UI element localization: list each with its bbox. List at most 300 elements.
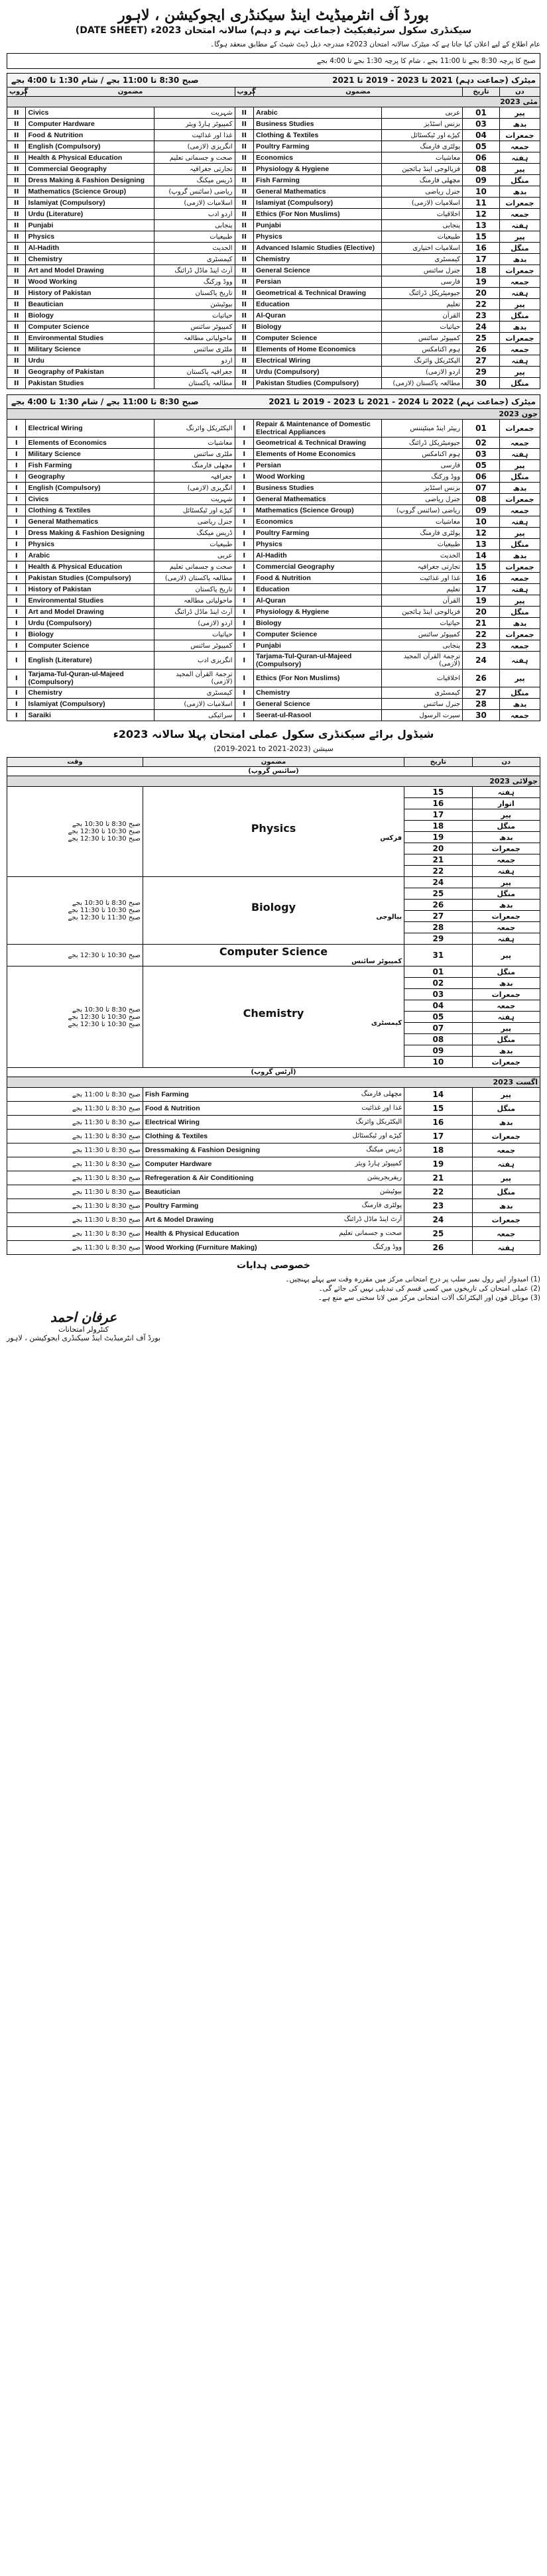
day-cell: بدھ <box>499 483 540 494</box>
date-cell: 07 <box>404 1023 472 1034</box>
table-row <box>7 629 540 640</box>
date-cell: 27 <box>404 911 472 922</box>
group-cell: I <box>7 471 26 483</box>
date-cell: 01 <box>463 107 500 119</box>
subject-en: Art and Model Drawing <box>26 607 154 618</box>
subject-en: Physics <box>26 539 154 550</box>
day-cell: منگل <box>472 1185 540 1199</box>
practical-table <box>7 757 540 1255</box>
table-row <box>7 107 540 119</box>
group-cell: II <box>235 322 253 333</box>
group-cell: II <box>7 299 26 310</box>
table-row <box>7 877 540 888</box>
day-cell: جمعرات <box>499 198 540 209</box>
subject-ur: صحت و جسمانی تعلیم <box>339 1230 402 1237</box>
time-cell: صبح 8:30 تا 11:30 بجے <box>7 1157 143 1171</box>
subject-ur: حیاتیات <box>154 629 235 640</box>
day-cell: ہفتہ <box>499 516 540 528</box>
part2-table <box>7 87 540 389</box>
day-cell: جمعہ <box>472 1000 540 1012</box>
date-cell: 25 <box>463 333 500 344</box>
subject-en: Economics <box>253 152 381 164</box>
part1-heading-right: میٹرک (جماعت نہم) 2022 تا 2024 - 2021 تا 2023 - 2019 تا 2021 <box>269 397 536 406</box>
day-cell: پیر <box>472 945 540 966</box>
subject-ur: کمپیوٹر ہارڈ ویئر <box>154 119 235 130</box>
date-cell: 26 <box>463 344 500 355</box>
subject-ur: اردو ادب <box>154 209 235 220</box>
subject-ur: کیمسٹری <box>154 687 235 699</box>
subject-ur: بیالوجی <box>376 913 402 921</box>
date-cell: 03 <box>463 119 500 130</box>
table-row <box>7 130 540 141</box>
subject-ur: مطالعہ پاکستان (لازمی) <box>154 573 235 584</box>
subject-en: Repair & Maintenance of Domestic Electrical Appliances <box>253 420 381 438</box>
subject-ur: کمپیوٹر ہارڈ ویئر <box>355 1160 402 1167</box>
group-cell: II <box>235 243 253 254</box>
group-cell: II <box>235 310 253 322</box>
day-cell: بدھ <box>472 1116 540 1130</box>
subject-cell <box>143 1227 404 1241</box>
science-group-label: (سائنس گروپ) <box>7 767 540 776</box>
date-cell: 30 <box>463 378 500 389</box>
date-sheet-page <box>7 7 540 2563</box>
group-cell: II <box>7 141 26 152</box>
subject-cell <box>143 1199 404 1213</box>
subject-cell <box>143 1157 404 1171</box>
subject-ur: عربی <box>154 550 235 561</box>
subject-en: Chemistry <box>253 687 381 699</box>
arts-body <box>7 1088 540 1255</box>
subject-ur: جیومیٹریکل ڈرائنگ <box>382 288 463 299</box>
date-cell: 27 <box>463 355 500 367</box>
group-cell: I <box>235 640 253 652</box>
date-cell: 08 <box>463 494 500 505</box>
group-cell: II <box>7 276 26 288</box>
group-cell: II <box>7 288 26 299</box>
date-cell: 15 <box>404 787 472 798</box>
part2-heading-left: صبح 8:30 تا 11:00 بجے / شام 1:30 تا 4:00 بجے <box>11 76 199 85</box>
practical-heading: شیڈول برائے سیکنڈری سکول عملی امتحان پہلا سالانہ 2023ء <box>113 728 434 740</box>
day-cell: جمعرات <box>472 843 540 854</box>
subject-ur: فزیالوجی اینڈ ہائجین <box>382 164 463 175</box>
subject-ur: طبیعیات <box>382 231 463 243</box>
subject-en: Commercial Geography <box>253 561 381 573</box>
group-cell: I <box>7 699 26 710</box>
date-cell: 27 <box>463 687 500 699</box>
group-cell: I <box>7 595 26 607</box>
subject-en: Health & Physical Education <box>26 561 154 573</box>
date-cell: 15 <box>463 561 500 573</box>
subject-en: General Mathematics <box>253 494 381 505</box>
subject-en: Ethics (For Non Muslims) <box>253 670 381 687</box>
part2-header-row <box>7 88 540 97</box>
date-cell: 07 <box>463 483 500 494</box>
day-cell: جمعہ <box>499 344 540 355</box>
table-row <box>7 1171 540 1185</box>
group-cell: I <box>7 460 26 471</box>
date-cell: 12 <box>463 209 500 220</box>
group-cell: II <box>235 141 253 152</box>
subject-ur: پنجابی <box>382 220 463 231</box>
table-row <box>7 1227 540 1241</box>
group-cell: I <box>7 687 26 699</box>
table-row <box>7 1157 540 1171</box>
group-cell: I <box>235 516 253 528</box>
subject-ur: انگریزی ادب <box>154 652 235 670</box>
date-cell: 18 <box>463 265 500 276</box>
group-cell: II <box>7 130 26 141</box>
date-cell: 23 <box>404 1199 472 1213</box>
time-cell: صبح 8:30 تا 11:30 بجے <box>7 1241 143 1255</box>
subject-en: Biology <box>26 629 154 640</box>
group-cell: II <box>7 164 26 175</box>
subject-cell <box>143 1102 404 1116</box>
date-cell: 02 <box>463 438 500 449</box>
time-cell: صبح 8:30 تا 11:30 بجے <box>7 1185 143 1199</box>
subject-en: Arabic <box>253 107 381 119</box>
day-cell: جمعہ <box>499 640 540 652</box>
subject-en: Physics <box>251 821 296 835</box>
table-row <box>7 344 540 355</box>
table-row <box>7 966 540 978</box>
subject-ur: کمپیوٹر سائنس <box>154 640 235 652</box>
day-cell: پیر <box>499 460 540 471</box>
subject-ur: الیکٹریکل وائرنگ <box>382 355 463 367</box>
subject-en: Al-Quran <box>253 310 381 322</box>
table-row <box>7 1130 540 1143</box>
date-cell: 02 <box>404 978 472 989</box>
table-row <box>7 1116 540 1130</box>
day-cell: جمعہ <box>499 209 540 220</box>
subject-en: Health & Physical Education <box>26 152 154 164</box>
date-cell: 16 <box>404 1116 472 1130</box>
day-cell: جمعہ <box>499 573 540 584</box>
table-row <box>7 528 540 539</box>
table-row <box>7 584 540 595</box>
subject-cell <box>143 1116 404 1130</box>
subject-en: Ethics (For Non Muslims) <box>253 209 381 220</box>
day-cell: منگل <box>499 539 540 550</box>
day-cell: منگل <box>499 378 540 389</box>
subject-en: Art and Model Drawing <box>26 265 154 276</box>
day-cell: پیر <box>472 1171 540 1185</box>
subject-ur: تعلیم <box>382 299 463 310</box>
subject-ur: جنرل سائنس <box>382 699 463 710</box>
subject-ur: کمپیوٹر سائنس <box>351 958 402 965</box>
date-cell: 14 <box>404 1088 472 1102</box>
subject-en: Biology <box>251 900 296 913</box>
day-cell: منگل <box>472 821 540 832</box>
date-cell: 18 <box>404 821 472 832</box>
day-cell: پیر <box>499 670 540 687</box>
day-cell: جمعرات <box>499 561 540 573</box>
subject-ur: آرٹ اینڈ ماڈل ڈرائنگ <box>154 265 235 276</box>
signature-title: کنٹرولر امتحانات <box>58 1325 109 1334</box>
part2-heading-right: میٹرک (جماعت دہم) 2021 تا 2023 - 2019 تا 2021 <box>332 76 536 85</box>
group-cell: I <box>7 640 26 652</box>
day-cell: پیر <box>499 231 540 243</box>
subject-en: Physics <box>26 231 154 243</box>
time-cell: صبح 8:30 تا 11:30 بجے <box>7 1227 143 1241</box>
date-cell: 29 <box>404 933 472 945</box>
subject-en: General Science <box>253 265 381 276</box>
subject-en: Biology <box>253 618 381 629</box>
group-cell: I <box>235 670 253 687</box>
month-label: اگست 2023 <box>7 1077 540 1088</box>
subject-cell <box>143 1130 404 1143</box>
subject-ur: الحدیث <box>382 550 463 561</box>
date-cell: 26 <box>404 1241 472 1255</box>
day-cell: منگل <box>499 607 540 618</box>
time-line: صبح 10:30 تا 12:30 بجے <box>68 1013 141 1021</box>
table-row <box>7 1199 540 1213</box>
group-cell: II <box>7 198 26 209</box>
date-cell: 30 <box>463 710 500 721</box>
subject-ur: ڈریس میکنگ <box>154 528 235 539</box>
date-cell: 15 <box>404 1102 472 1116</box>
group-cell: II <box>235 231 253 243</box>
day-cell: بدھ <box>472 978 540 989</box>
subject-en: Computer Science <box>26 322 154 333</box>
day-cell: منگل <box>472 1102 540 1116</box>
group-cell: I <box>7 618 26 629</box>
group-cell: I <box>235 438 253 449</box>
instructions-heading: خصوصی ہدایات <box>237 1260 310 1271</box>
day-cell: بدھ <box>472 1045 540 1057</box>
subject-ur: صحت و جسمانی تعلیم <box>154 152 235 164</box>
group-cell: I <box>7 652 26 670</box>
subject-ur: معاشیات <box>382 516 463 528</box>
subject-en: Dress Making & Fashion Designing <box>26 175 154 186</box>
subject-en: Tarjama-Tul-Quran-ul-Majeed (Compulsory) <box>253 652 381 670</box>
date-cell: 03 <box>404 989 472 1000</box>
subject-ur: بزنس اسٹڈیز <box>382 483 463 494</box>
subject-ur: بیوٹیشن <box>379 1188 402 1195</box>
group-cell: II <box>235 333 253 344</box>
subject-ur: انگریزی (لازمی) <box>154 141 235 152</box>
part1-heading-left: صبح 8:30 تا 11:00 بجے / شام 1:30 تا 4:00 بجے <box>11 397 199 406</box>
group-cell: II <box>235 198 253 209</box>
subject-ur: عربی <box>382 107 463 119</box>
subject-ur: ڈریس میکنگ <box>366 1146 402 1153</box>
time-cell: صبح 8:30 تا 11:30 بجے <box>7 1102 143 1116</box>
subject-ur: طبیعیات <box>154 231 235 243</box>
table-row <box>7 1213 540 1227</box>
group-cell: II <box>235 152 253 164</box>
subject-ur: آرٹ اینڈ ماڈل ڈرائنگ <box>154 607 235 618</box>
date-cell: 09 <box>463 505 500 516</box>
day-cell: جمعرات <box>499 333 540 344</box>
subject-en: Punjabi <box>26 220 154 231</box>
date-cell: 21 <box>404 854 472 866</box>
subject-ur: بزنس اسٹڈیز <box>382 119 463 130</box>
subject-en: General Mathematics <box>26 516 154 528</box>
subject-ur: کمپیوٹر سائنس <box>154 322 235 333</box>
date-cell: 20 <box>463 288 500 299</box>
subject-ur: جنرل ریاضی <box>382 494 463 505</box>
subject-ur: ریاضی (سائنس گروپ) <box>154 186 235 198</box>
subject-ur: الحدیث <box>154 243 235 254</box>
subject-en: English (Literature) <box>26 652 154 670</box>
subject-en: Urdu (Compulsory) <box>26 618 154 629</box>
date-cell: 05 <box>463 141 500 152</box>
col-subject: مضمون <box>143 758 404 767</box>
subject-en: Education <box>253 299 381 310</box>
group-cell: I <box>7 629 26 640</box>
subject-ur: شہریت <box>154 107 235 119</box>
table-row <box>7 198 540 209</box>
table-row <box>7 378 540 389</box>
date-cell: 18 <box>404 1143 472 1157</box>
subject-ur: ملٹری سائنس <box>154 344 235 355</box>
date-cell: 05 <box>404 1012 472 1023</box>
group-cell: II <box>235 378 253 389</box>
subject-en: Al-Hadith <box>26 243 154 254</box>
day-cell: بدھ <box>499 618 540 629</box>
table-row <box>7 333 540 344</box>
subject-ur: ماحولیاتی مطالعہ <box>154 333 235 344</box>
group-cell: II <box>235 344 253 355</box>
date-cell: 24 <box>463 652 500 670</box>
date-cell: 21 <box>463 618 500 629</box>
subject-en: Computer Science <box>253 629 381 640</box>
subject-ur: حیاتیات <box>154 310 235 322</box>
date-cell: 04 <box>404 1000 472 1012</box>
date-cell: 05 <box>463 460 500 471</box>
subject-en: Clothing & Textiles <box>26 505 154 516</box>
subject-en: Poultry Farming <box>253 141 381 152</box>
time-line: صبح 10:30 تا 12:30 بجے <box>68 835 141 843</box>
subject-en: Civics <box>26 107 154 119</box>
subject-ur: اردو (لازمی) <box>382 367 463 378</box>
day-cell: منگل <box>499 175 540 186</box>
subject-cell <box>143 1185 404 1199</box>
subject-ur: سیرت الرسول <box>382 710 463 721</box>
col-group: گروپ <box>7 88 26 97</box>
table-row <box>7 550 540 561</box>
day-cell: ہفتہ <box>472 1012 540 1023</box>
group-cell: II <box>7 322 26 333</box>
group-cell: I <box>235 420 253 438</box>
subject-ur: طبیعیات <box>154 539 235 550</box>
day-cell: جمعہ <box>499 710 540 721</box>
arts-group-label: (آرٹس گروپ) <box>7 1068 540 1077</box>
subject-en: Urdu (Compulsory) <box>253 367 381 378</box>
date-cell: 14 <box>463 550 500 561</box>
table-row <box>7 209 540 220</box>
subject-en: Islamiyat (Compulsory) <box>26 198 154 209</box>
subject-ur: طبیعیات <box>382 539 463 550</box>
group-cell: I <box>235 573 253 584</box>
subject-ur: کپڑے اور ٹیکسٹائل <box>382 130 463 141</box>
group-cell: I <box>7 670 26 687</box>
group-cell: II <box>7 378 26 389</box>
subject-ur: ووڈ ورکنگ <box>154 276 235 288</box>
group-cell: I <box>235 687 253 699</box>
group-cell: II <box>7 243 26 254</box>
subject-en: Wood Working <box>253 471 381 483</box>
table-row <box>7 420 540 438</box>
table-row <box>7 449 540 460</box>
subject-ur: جیومیٹریکل ڈرائنگ <box>382 438 463 449</box>
date-cell: 17 <box>463 584 500 595</box>
subject-ur: فزیالوجی اینڈ ہائجین <box>382 607 463 618</box>
subject-ur: کیمسٹری <box>154 254 235 265</box>
date-cell: 13 <box>463 539 500 550</box>
day-cell: جمعہ <box>499 141 540 152</box>
subject-ur: غذا اور غذائیت <box>154 130 235 141</box>
day-cell: ہفتہ <box>499 355 540 367</box>
subject-ur: پنجابی <box>154 220 235 231</box>
day-cell: منگل <box>472 966 540 978</box>
subject-ur: شہریت <box>154 494 235 505</box>
group-cell: I <box>235 483 253 494</box>
date-cell: 16 <box>463 573 500 584</box>
time-cell: صبح 8:30 تا 11:30 بجے <box>7 1130 143 1143</box>
subject-en: Punjabi <box>253 640 381 652</box>
date-cell: 09 <box>463 175 500 186</box>
day-cell: جمعرات <box>472 1057 540 1068</box>
subject-en: Health & Physical Education <box>145 1230 239 1238</box>
subject-ur: ریپئر اینڈ مینٹیننس <box>382 420 463 438</box>
subject-en: General Mathematics <box>253 186 381 198</box>
subject-en: Clothing & Textiles <box>145 1132 208 1140</box>
day-cell: جمعہ <box>472 1227 540 1241</box>
subject-ur: القرآن <box>382 310 463 322</box>
subject-ur: اردو <box>154 355 235 367</box>
subject-cell <box>143 787 404 877</box>
subject-ur: ہوم اکنامکس <box>382 449 463 460</box>
subject-ur: فزکس <box>380 834 402 842</box>
day-cell: منگل <box>499 471 540 483</box>
date-cell: 17 <box>404 809 472 821</box>
table-row <box>7 640 540 652</box>
table-row <box>7 483 540 494</box>
table-row <box>7 1102 540 1116</box>
group-cell: I <box>7 505 26 516</box>
day-cell: ہفتہ <box>499 449 540 460</box>
time-line: صبح 8:30 تا 10:30 بجے <box>72 900 141 907</box>
subject-en: Electrical Wiring <box>253 355 381 367</box>
subject-en: Chemistry <box>26 687 154 699</box>
group-cell: II <box>235 276 253 288</box>
time-line: صبح 10:30 تا 12:30 بجے <box>68 828 141 835</box>
table-row <box>7 460 540 471</box>
subject-ur: ترجمۃ القرآن المجید (لازمی) <box>154 670 235 687</box>
day-cell: ہفتہ <box>499 288 540 299</box>
group-cell: II <box>7 152 26 164</box>
group-cell: I <box>7 516 26 528</box>
subject-en: Food & Nutrition <box>253 573 381 584</box>
group-cell: I <box>7 584 26 595</box>
subject-en: History of Pakistan <box>26 288 154 299</box>
group-cell: I <box>7 561 26 573</box>
subject-ur: ہوم اکنامکس <box>382 344 463 355</box>
date-cell: 08 <box>404 1034 472 1045</box>
day-cell: ہفتہ <box>472 866 540 877</box>
time-cell: صبح 8:30 تا 11:30 بجے <box>7 1199 143 1213</box>
group-cell: I <box>7 550 26 561</box>
date-cell: 15 <box>463 231 500 243</box>
day-cell: پیر <box>472 877 540 888</box>
subject-ur: تاریخ پاکستان <box>154 584 235 595</box>
day-cell: جمعرات <box>472 1213 540 1227</box>
signature-block <box>7 1309 540 1342</box>
subject-en: Pakistan Studies (Compulsory) <box>26 573 154 584</box>
subject-en: Electrical Wiring <box>26 420 154 438</box>
subject-en: Dress Making & Fashion Designing <box>26 528 154 539</box>
group-cell: I <box>7 607 26 618</box>
